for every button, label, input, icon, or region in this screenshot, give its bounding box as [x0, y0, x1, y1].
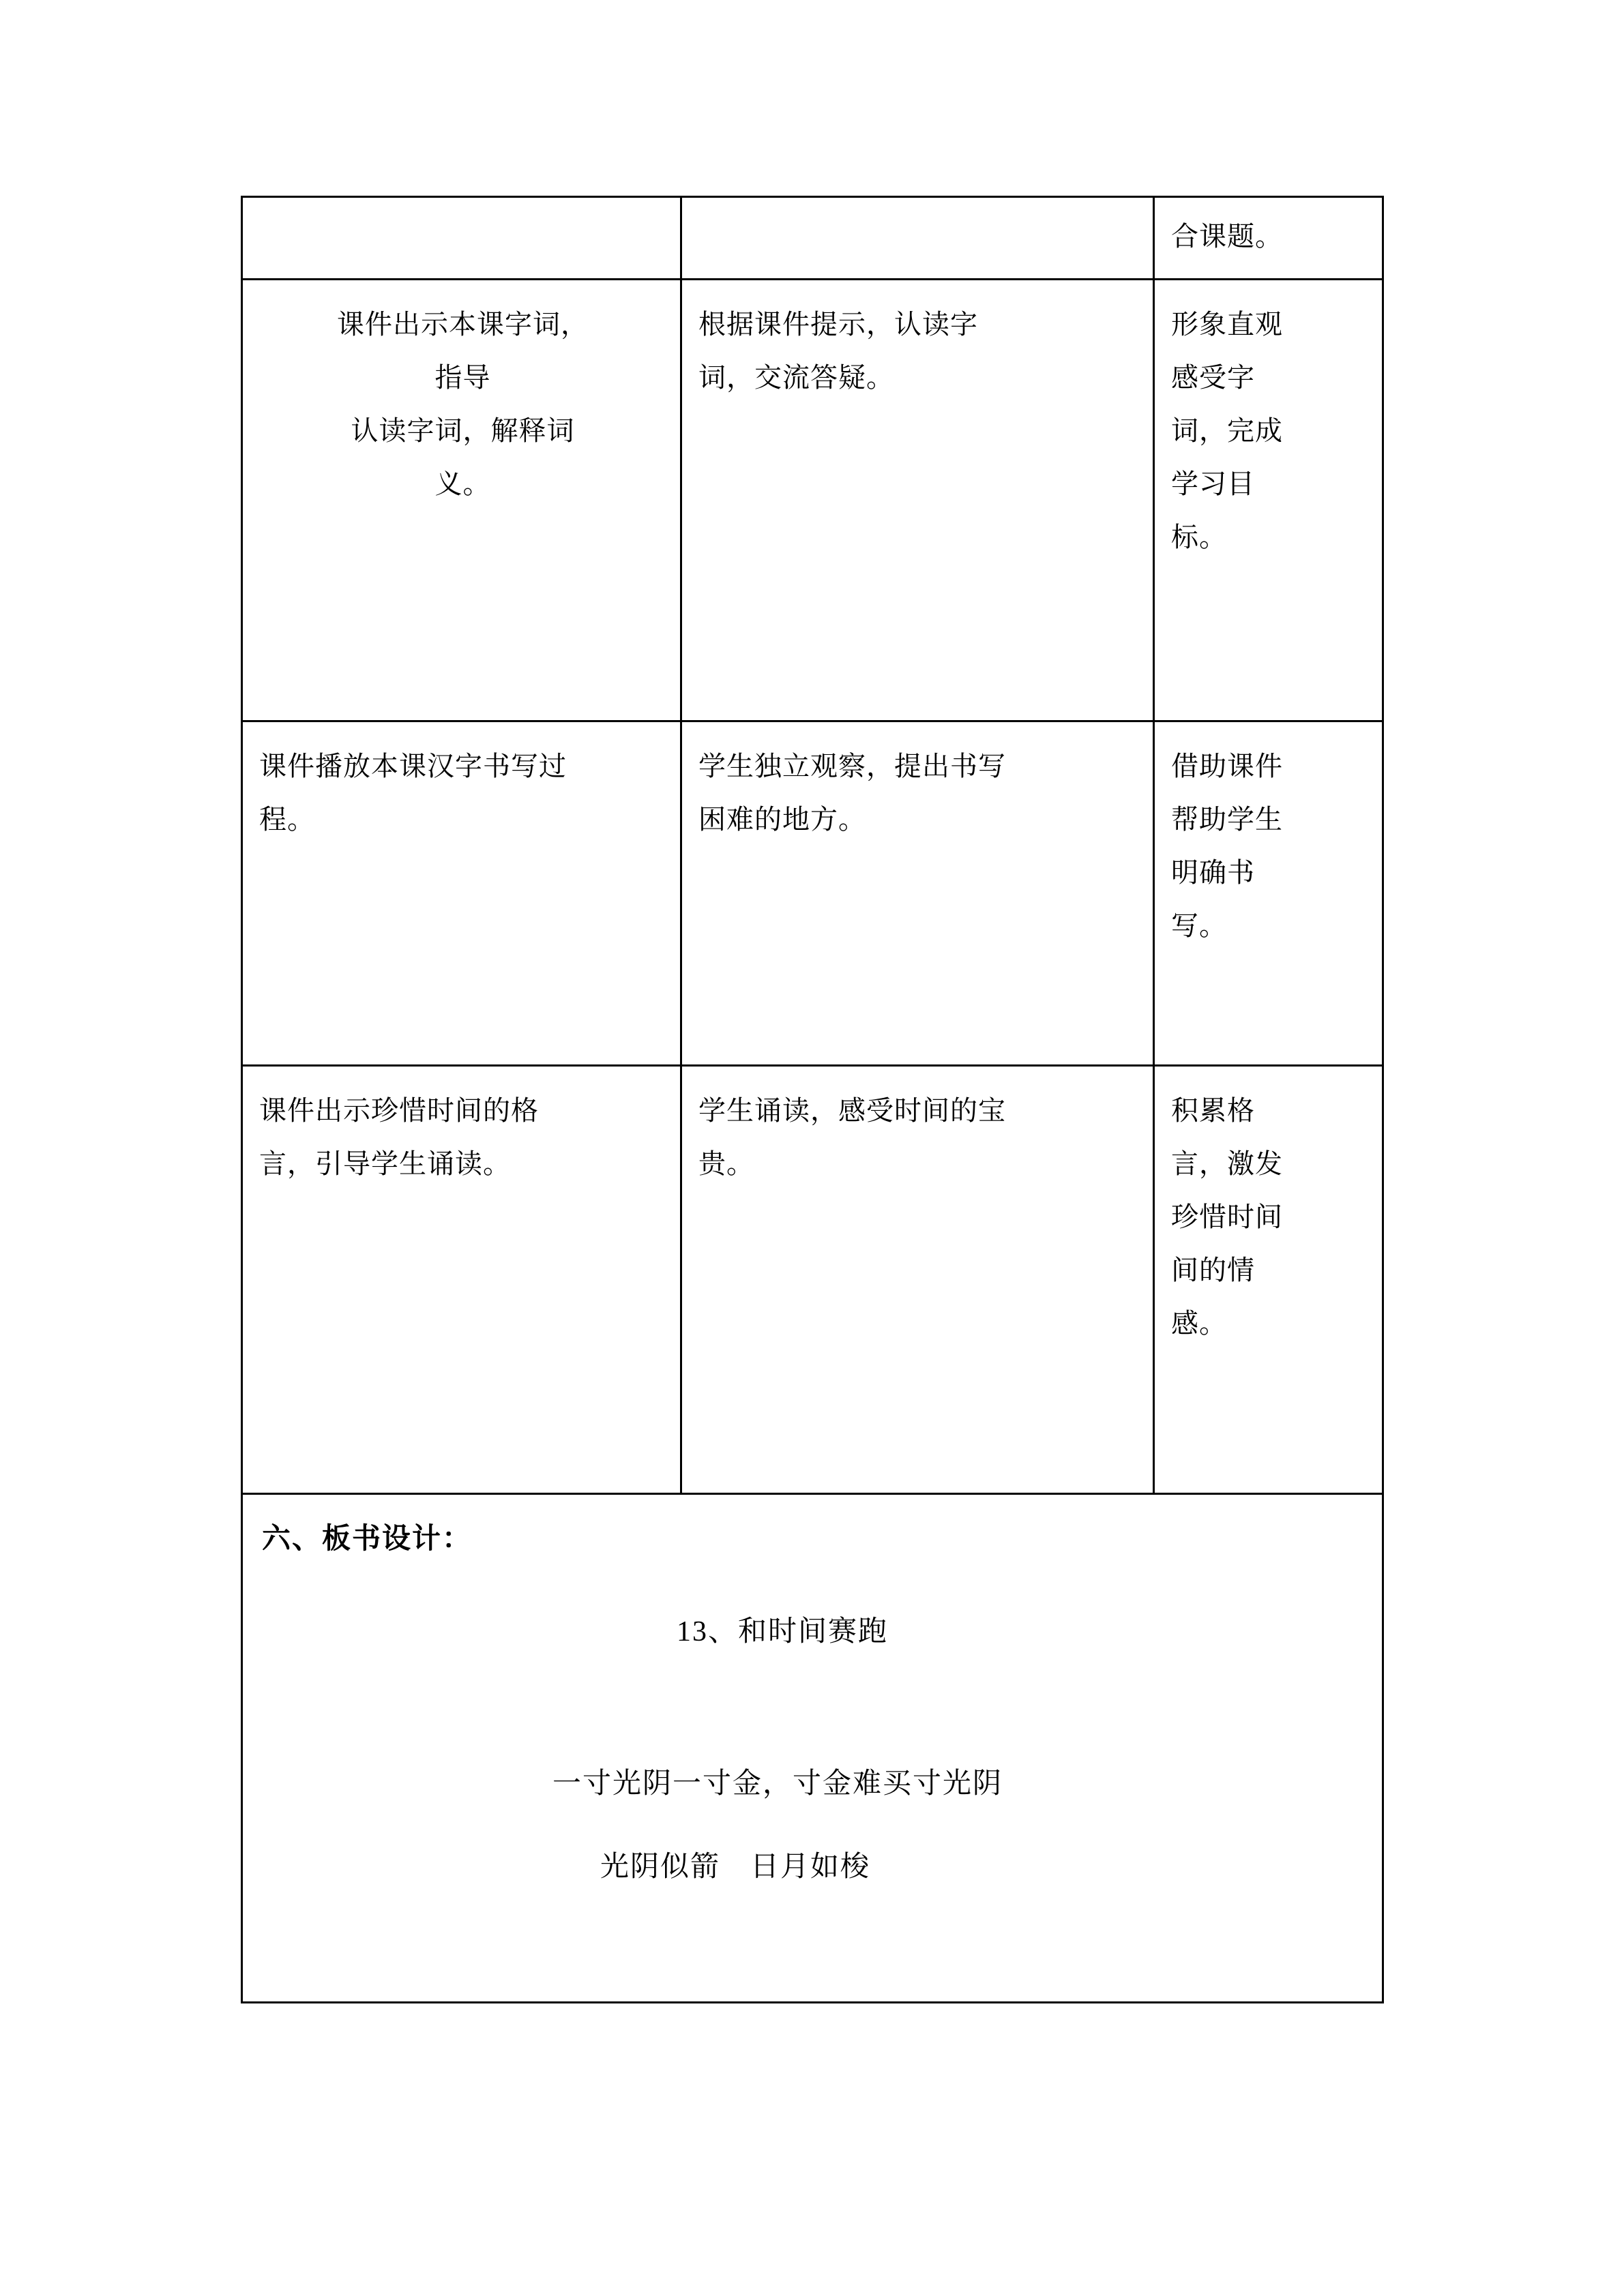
cell-line: 课件出示本课字词，	[337, 309, 589, 340]
table-cell-student-activity	[681, 721, 1154, 1066]
cell-line: 学生诵读，感受时间的宝	[698, 1095, 1006, 1126]
cell-line: 形象直观	[1171, 309, 1283, 340]
proverb-line: 光阴似箭 日月如梭	[600, 1851, 871, 1883]
cell-line: 学生独立观察，提出书写	[698, 751, 1006, 781]
cell-text	[682, 280, 1153, 419]
lesson-plan-table	[241, 196, 1384, 2003]
cell-text	[243, 280, 680, 526]
cell-line: 珍惜时间	[1171, 1202, 1283, 1232]
cell-line: 帮助学生	[1171, 804, 1283, 835]
cell-line: 义。	[434, 468, 491, 499]
table-row	[242, 721, 1383, 1066]
cell-line: 写。	[1171, 910, 1227, 941]
table-cell-student-activity	[681, 280, 1154, 721]
table-cell-teacher-activity	[242, 721, 681, 1066]
board-design-title: 13、和时间赛跑	[677, 1616, 889, 1648]
table-cell-design-intent	[1154, 721, 1383, 1066]
cell-line: 学习目	[1171, 468, 1255, 499]
cell-line: 感受字	[1171, 362, 1255, 393]
cell-text	[1155, 198, 1382, 278]
cell-text	[682, 198, 1153, 258]
board-design-heading: 六、板书设计：	[262, 1523, 473, 1555]
cell-line: 课件出示珍惜时间的格	[259, 1095, 539, 1126]
cell-text	[682, 1067, 1153, 1206]
board-design-proverbs	[259, 1758, 1365, 1893]
cell-text	[243, 1067, 680, 1206]
cell-line: 词，完成	[1171, 415, 1283, 446]
table-row-board-design	[242, 1494, 1383, 2003]
cell-line: 困难的地方。	[698, 804, 866, 835]
table-cell-student-activity	[681, 1066, 1154, 1494]
proverb-line: 一寸光阴一寸金，寸金难买寸光阴	[552, 1768, 1003, 1800]
cell-line: 明确书	[1171, 857, 1255, 888]
cell-text	[682, 722, 1153, 861]
table-row	[242, 197, 1383, 280]
cell-line: 指导	[434, 362, 491, 393]
table-cell-board-design	[242, 1494, 1383, 2003]
cell-text	[1155, 722, 1382, 968]
cell-line: 程。	[259, 804, 315, 835]
table-cell-design-intent	[1154, 197, 1383, 280]
table-cell-teacher-activity	[242, 1066, 681, 1494]
table-cell-design-intent	[1154, 1066, 1383, 1494]
cell-line: 感。	[1171, 1308, 1227, 1339]
cell-line: 言，激发	[1171, 1148, 1283, 1179]
cell-line: 积累格	[1171, 1095, 1255, 1126]
cell-line: 贵。	[698, 1148, 754, 1179]
table-cell-student-activity	[681, 197, 1154, 280]
cell-line: 根据课件提示，认读字	[698, 309, 978, 340]
cell-line: 言，引导学生诵读。	[259, 1148, 511, 1179]
table-cell-teacher-activity	[242, 280, 681, 721]
cell-text	[243, 198, 680, 258]
cell-line: 词，交流答疑。	[698, 362, 894, 393]
cell-line: 认读字词，解释词	[351, 415, 575, 446]
table-row	[242, 1066, 1383, 1494]
cell-line: 借助课件	[1171, 751, 1283, 781]
board-design-section	[243, 1495, 1382, 1909]
cell-line: 合课题。	[1171, 221, 1283, 252]
cell-text	[1155, 280, 1382, 579]
cell-text	[1155, 1067, 1382, 1365]
cell-line: 标。	[1171, 522, 1227, 552]
cell-line: 课件播放本课汉字书写过	[259, 751, 567, 781]
cell-text	[243, 722, 680, 861]
table-row	[242, 280, 1383, 721]
table-cell-teacher-activity	[242, 197, 681, 280]
cell-line: 间的情	[1171, 1255, 1255, 1285]
table-cell-design-intent	[1154, 280, 1383, 721]
